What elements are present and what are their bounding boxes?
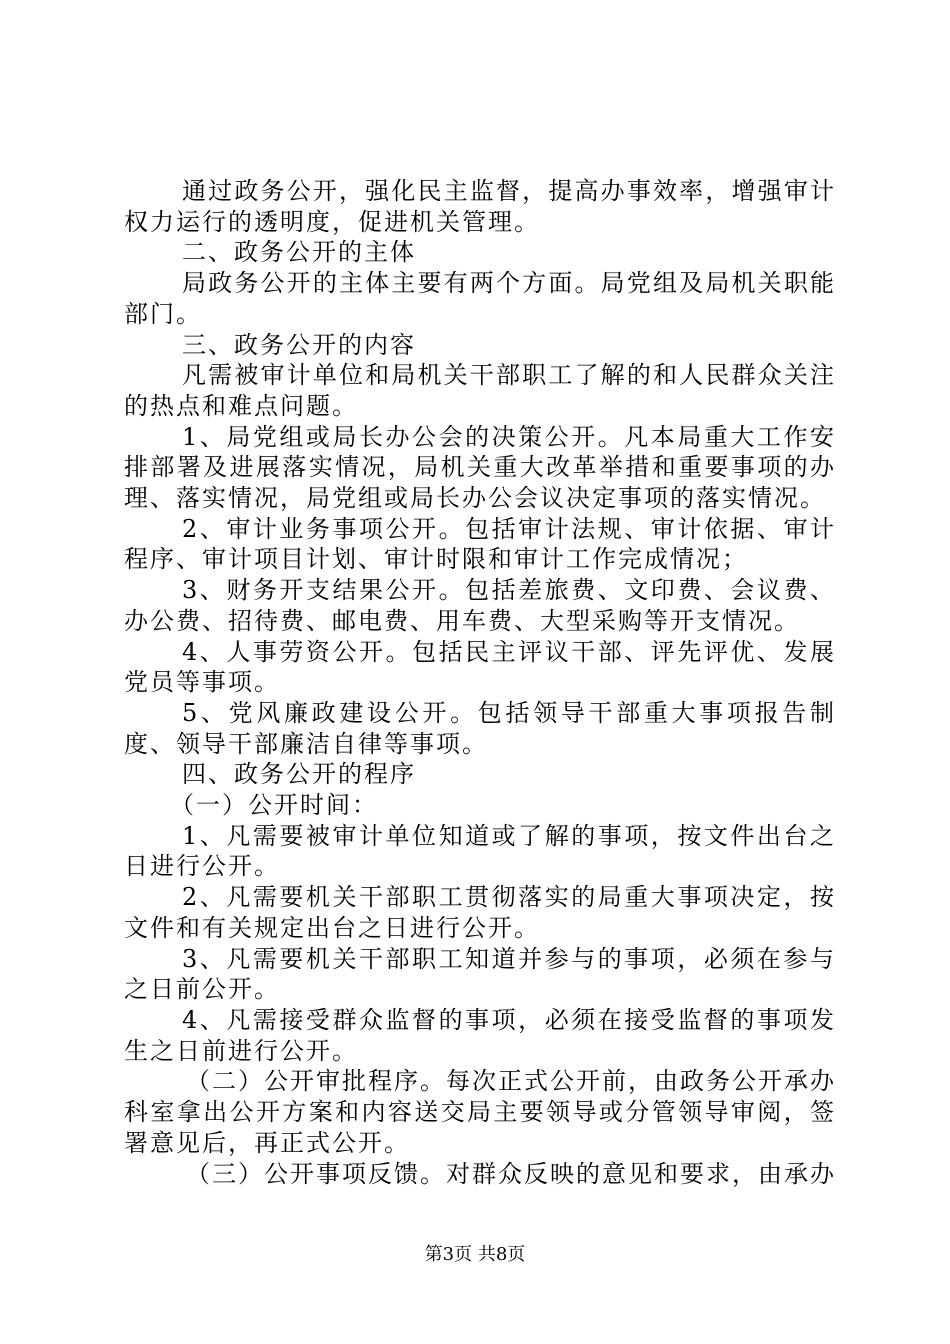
section-heading: 四、政务公开的程序 [182, 760, 416, 789]
subsection-paragraph: （二）公开审批程序。每次正式公开前，由政务公开承办科室拿出公开方案和内容送交局主要领导或分管领导审阅，签署意见后，再正式公开。 [124, 1067, 836, 1157]
subsection-heading: （一）公开时间： [170, 791, 378, 820]
list-item: 2、审计业务事项公开。包括审计法规、审计依据、审计程序、审计项目计划、审计时限和审计工作完成情况； [124, 514, 836, 574]
list-item: 4、凡需接受群众监督的事项，必须在接受监督的事项发生之日前进行公开。 [124, 1005, 836, 1065]
document-body [124, 176, 836, 1189]
list-item: 3、凡需要机关干部职工知道并参与的事项，必须在参与之日前公开。 [124, 944, 836, 1004]
list-item: 1、凡需要被审计单位知道或了解的事项，按文件出台之日进行公开。 [124, 821, 836, 881]
list-item: 1、局党组或局长办公会的决策公开。凡本局重大工作安排部署及进展落实情况，局机关重大改革举措和重要事项的办理、落实情况，局党组或局长办公会议决定事项的落实情况。 [124, 422, 836, 513]
page-number-footer: 第3页 共8页 [424, 1244, 526, 1265]
section-heading: 三、政务公开的内容 [182, 330, 416, 359]
list-item: 3、财务开支结果公开。包括差旅费、文印费、会议费、办公费、招待费、邮电费、用车费、大型采购等开支情况。 [124, 576, 836, 635]
list-item: 5、党风廉政建设公开。包括领导干部重大事项报告制度、领导干部廉洁自律等事项。 [124, 698, 836, 758]
paragraph: 凡需被审计单位和局机关干部职工了解的和人民群众关注的热点和难点问题。 [124, 361, 836, 420]
list-item: 2、凡需要机关干部职工贯彻落实的局重大事项决定，按文件和有关规定出台之日进行公开。 [124, 883, 836, 942]
subsection-paragraph: （三）公开事项反馈。对群众反映的意见和要求，由承办 [186, 1159, 836, 1188]
section-heading: 二、政务公开的主体 [182, 238, 416, 267]
paragraph: 局政务公开的主体主要有两个方面。局党组及局机关职能部门。 [124, 269, 836, 328]
list-item: 4、人事劳资公开。包括民主评议干部、评先评优、发展党员等事项。 [124, 637, 836, 697]
paragraph: 通过政务公开，强化民主监督，提高办事效率，增强审计权力运行的透明度，促进机关管理。 [124, 177, 836, 236]
